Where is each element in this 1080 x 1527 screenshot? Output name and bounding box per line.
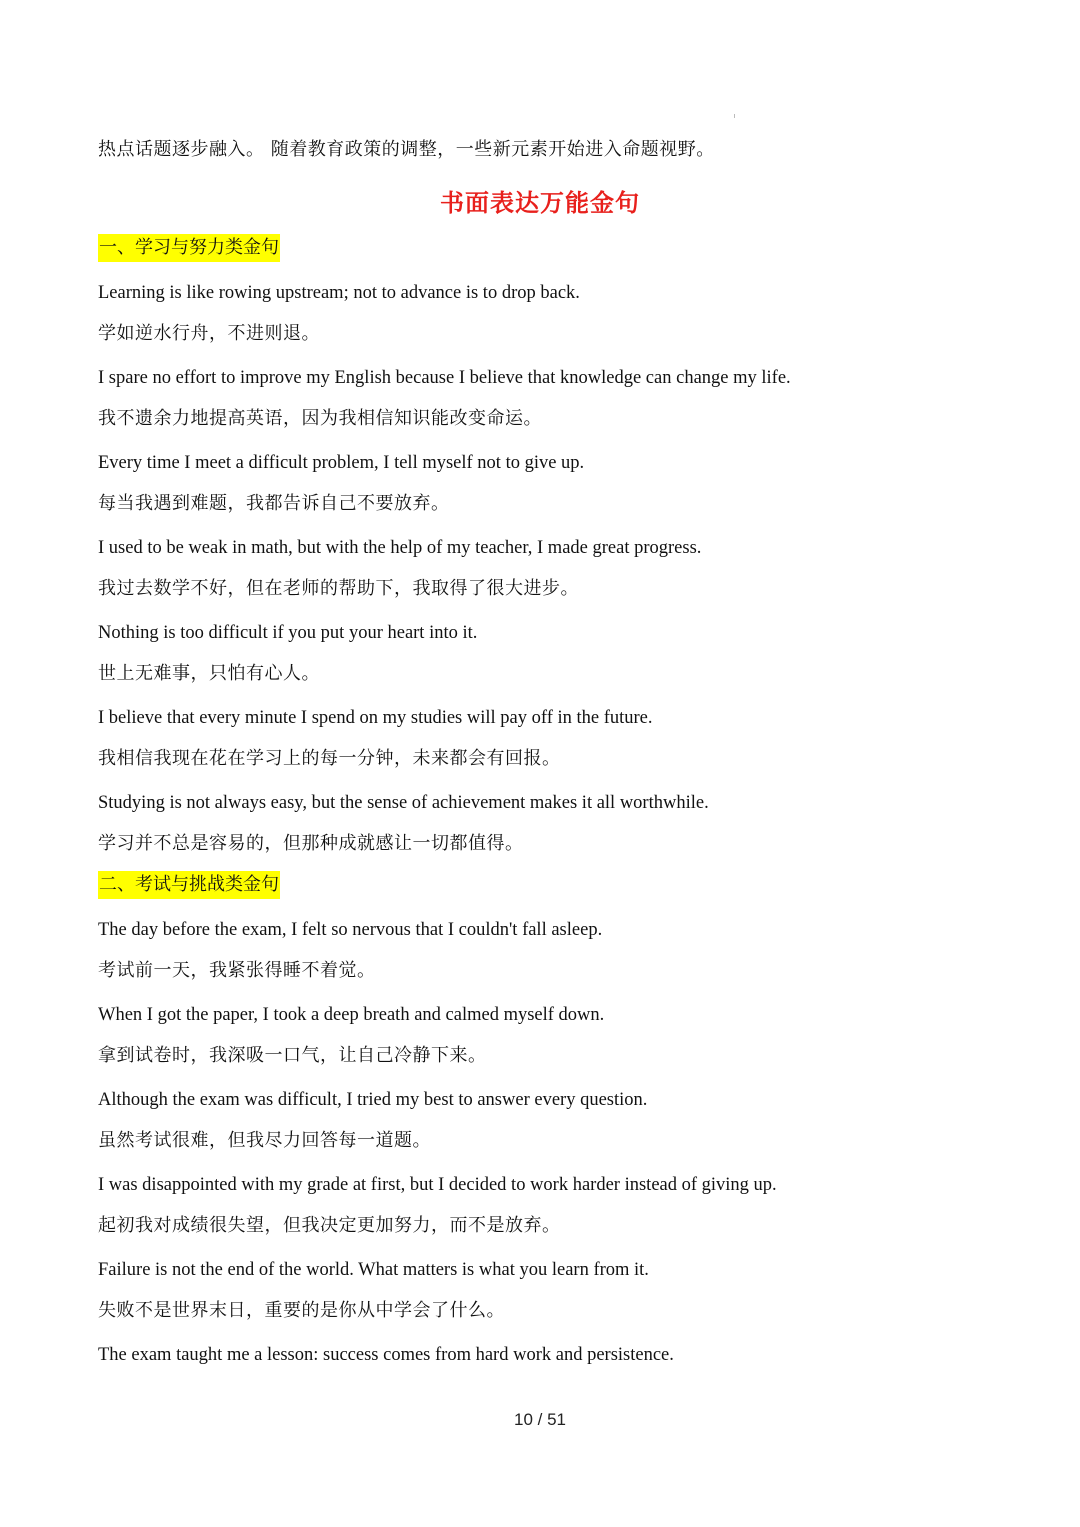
sentence-en: I spare no effort to improve my English because I believe that knowledge can change my life. <box>98 368 791 388</box>
sentence-cn: 起初我对成绩很失望，但我决定更加努力，而不是放弃。 <box>98 1215 561 1236</box>
sentence-en: Nothing is too difficult if you put your heart into it. <box>98 623 478 643</box>
sentence-cn: 拿到试卷时，我深吸一口气，让自己冷静下来。 <box>98 1045 487 1066</box>
scan-mark <box>734 114 735 118</box>
sentence-cn: 我过去数学不好，但在老师的帮助下，我取得了很大进步。 <box>98 578 579 599</box>
page-title: 书面表达万能金句 <box>440 188 640 217</box>
sentence-cn: 虽然考试很难，但我尽力回答每一道题。 <box>98 1130 431 1151</box>
sentence-en: Every time I meet a difficult problem, I tell myself not to give up. <box>98 453 585 473</box>
sentence-en: The day before the exam, I felt so nervous that I couldn't fall asleep. <box>98 920 603 940</box>
section-heading-exam: 二、考试与挑战类金句 <box>98 871 280 899</box>
sentence-en: I believe that every minute I spend on my studies will pay off in the future. <box>98 708 653 728</box>
sentence-cn: 每当我遇到难题，我都告诉自己不要放弃。 <box>98 493 450 514</box>
sentence-cn: 世上无难事，只怕有心人。 <box>98 663 320 684</box>
sentence-en: Learning is like rowing upstream; not to advance is to drop back. <box>98 283 580 303</box>
section-heading-study: 一、学习与努力类金句 <box>98 234 280 262</box>
sentence-en: When I got the paper, I took a deep breath and calmed myself down. <box>98 1005 605 1025</box>
sentence-en: Although the exam was difficult, I tried my best to answer every question. <box>98 1090 648 1110</box>
intro-line: 热点话题逐步融入。 随着教育政策的调整，一些新元素开始进入命题视野。 <box>98 139 715 160</box>
sentence-cn: 学如逆水行舟，不进则退。 <box>98 323 320 344</box>
sentence-en: I was disappointed with my grade at first, but I decided to work harder instead of giving up. <box>98 1175 777 1195</box>
sentence-cn: 我相信我现在花在学习上的每一分钟，未来都会有回报。 <box>98 748 561 769</box>
sentence-en: I used to be weak in math, but with the help of my teacher, I made great progress. <box>98 538 702 558</box>
page-number: 10 / 51 <box>514 1410 566 1429</box>
sentence-en: Studying is not always easy, but the sense of achievement makes it all worthwhile. <box>98 793 709 813</box>
sentence-cn: 学习并不总是容易的，但那种成就感让一切都值得。 <box>98 833 524 854</box>
sentence-en: Failure is not the end of the world. What matters is what you learn from it. <box>98 1260 649 1280</box>
sentence-cn: 我不遗余力地提高英语，因为我相信知识能改变命运。 <box>98 408 542 429</box>
sentence-cn: 考试前一天，我紧张得睡不着觉。 <box>98 960 376 981</box>
sentence-cn: 失败不是世界末日，重要的是你从中学会了什么。 <box>98 1300 505 1321</box>
sentence-en: The exam taught me a lesson: success comes from hard work and persistence. <box>98 1345 674 1365</box>
